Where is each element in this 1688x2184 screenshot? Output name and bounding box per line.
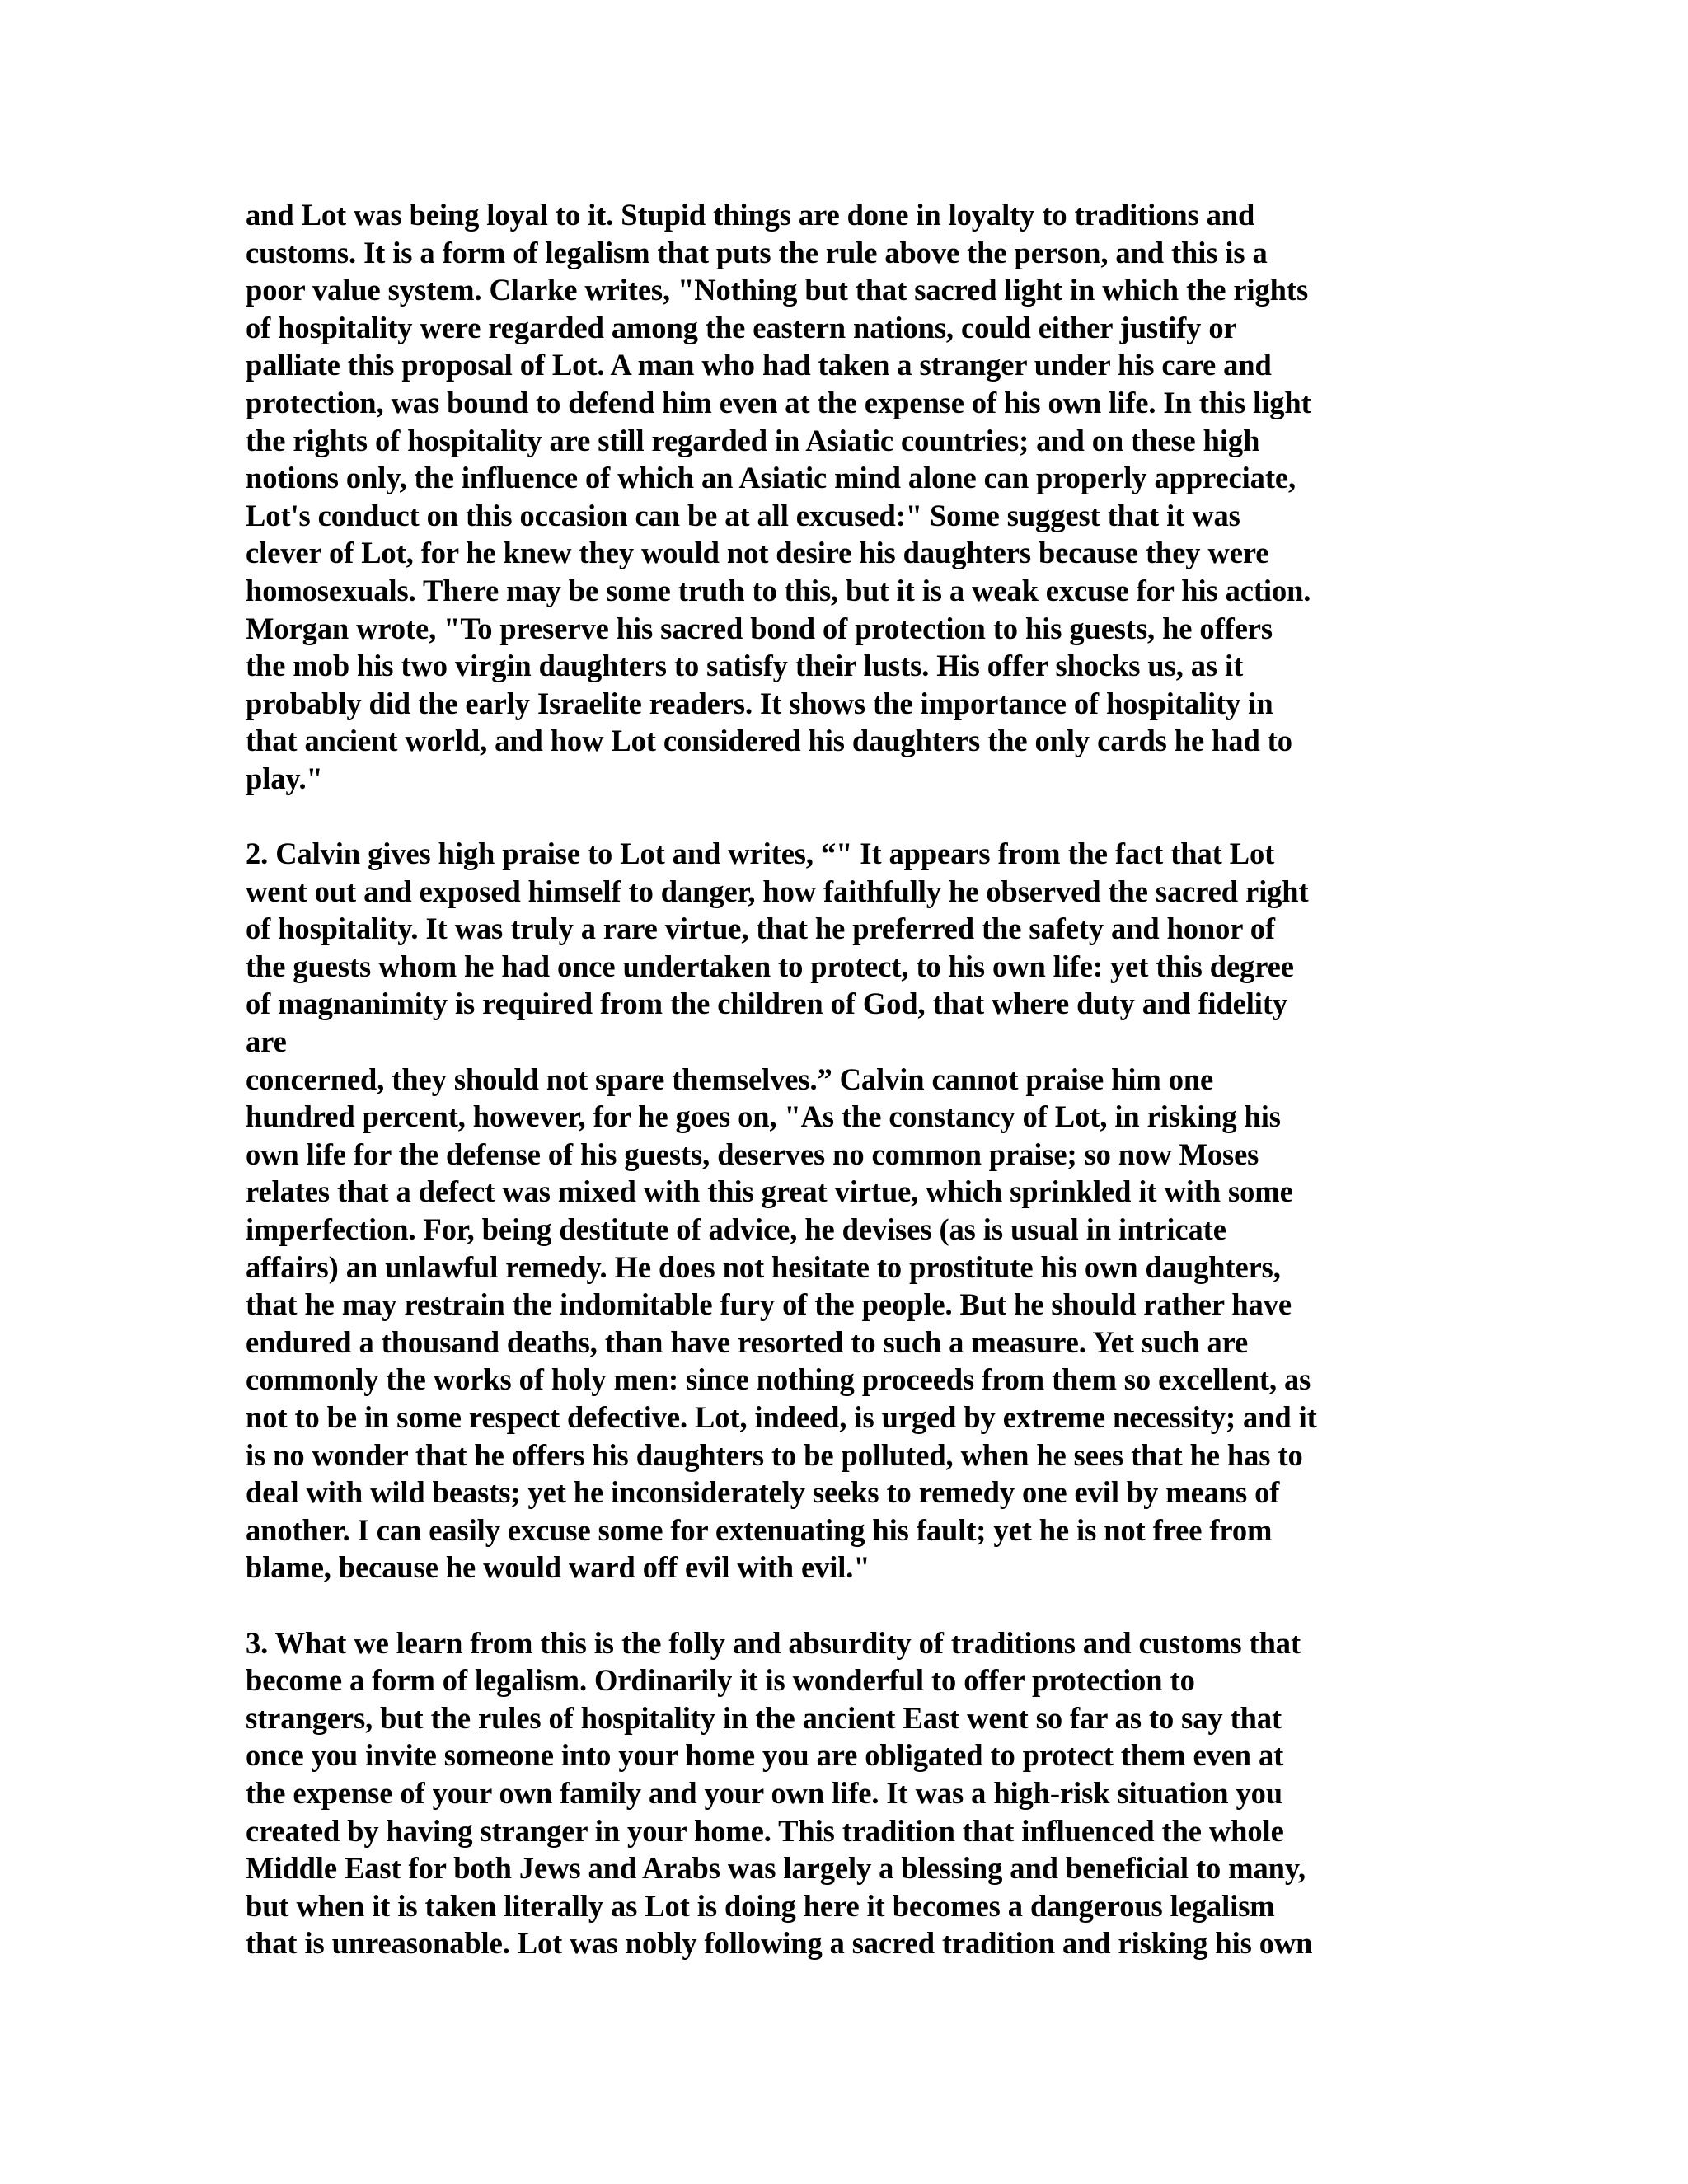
text-line: are bbox=[246, 1024, 287, 1059]
text-line: hundred percent, however, for he goes on, "As the constancy of Lot, in risking his bbox=[246, 1099, 1281, 1134]
text-line: of magnanimity is required from the children of God, that where duty and fidelity bbox=[246, 987, 1288, 1021]
text-line: not to be in some respect defective. Lot, indeed, is urged by extreme necessity; and it bbox=[246, 1400, 1317, 1434]
text-line: Morgan wrote, "To preserve his sacred bond of protection to his guests, he offers bbox=[246, 611, 1273, 645]
text-line: palliate this proposal of Lot. A man who had taken a stranger under his care and bbox=[246, 348, 1272, 382]
text-line: is no wonder that he offers his daughters to be polluted, when he sees that he has to bbox=[246, 1437, 1303, 1472]
text-line: affairs) an unlawful remedy. He does not hesitate to prostitute his own daughters, bbox=[246, 1249, 1281, 1284]
paragraph-gap bbox=[246, 798, 1449, 836]
text-line: that he may restrain the indomitable fury of the people. But he should rather have bbox=[246, 1287, 1292, 1322]
text-line: that is unreasonable. Lot was nobly following a sacred tradition and risking his own bbox=[246, 1926, 1313, 1961]
text-line: the mob his two virgin daughters to satisfy their lusts. His offer shocks us, as it bbox=[246, 649, 1244, 683]
paragraph-2 bbox=[246, 835, 1449, 1586]
text-line: own life for the defense of his guests, deserves no common praise; so now Moses bbox=[246, 1137, 1259, 1171]
text-line: of hospitality were regarded among the eastern nations, could either justify or bbox=[246, 310, 1237, 344]
text-line: went out and exposed himself to danger, how faithfully he observed the sacred right bbox=[246, 874, 1309, 908]
text-line: Lot's conduct on this occasion can be at all excused:" Some suggest that it was bbox=[246, 498, 1240, 532]
text-line: protection, was bound to defend him even at the expense of his own life. In this light bbox=[246, 385, 1311, 419]
text-line: notions only, the influence of which an Asiatic mind alone can properly appreciate, bbox=[246, 461, 1296, 495]
text-line: 3. What we learn from this is the folly and absurdity of traditions and customs that bbox=[246, 1625, 1301, 1660]
text-line: the rights of hospitality are still regarded in Asiatic countries; and on these high bbox=[246, 423, 1260, 457]
text-line: imperfection. For, being destitute of advice, he devises (as is usual in intricate bbox=[246, 1212, 1226, 1247]
text-line: that ancient world, and how Lot considered his daughters the only cards he had to bbox=[246, 724, 1292, 758]
paragraph-1 bbox=[246, 196, 1449, 798]
text-line: become a form of legalism. Ordinarily it is wonderful to offer protection to bbox=[246, 1663, 1195, 1698]
text-line: and Lot was being loyal to it. Stupid things are done in loyalty to traditions and bbox=[246, 198, 1255, 232]
text-line: customs. It is a form of legalism that puts the rule above the person, and this is a bbox=[246, 235, 1268, 269]
text-line: the expense of your own family and your own life. It was a high-risk situation you bbox=[246, 1775, 1282, 1810]
text-line: poor value system. Clarke writes, "Nothing but that sacred light in which the rights bbox=[246, 273, 1309, 307]
text-line: probably did the early Israelite readers. It shows the importance of hospitality in bbox=[246, 686, 1273, 720]
paragraph-3 bbox=[246, 1624, 1449, 1962]
document-body bbox=[246, 196, 1449, 1962]
text-line: clever of Lot, for he knew they would not desire his daughters because they were bbox=[246, 536, 1269, 570]
text-line: concerned, they should not spare themselves.” Calvin cannot praise him one bbox=[246, 1062, 1214, 1096]
text-line: relates that a defect was mixed with this great virtue, which sprinkled it with some bbox=[246, 1174, 1293, 1209]
text-line: of hospitality. It was truly a rare virtue, that he preferred the safety and honor of bbox=[246, 912, 1275, 946]
text-line: once you invite someone into your home you are obligated to protect them even at bbox=[246, 1738, 1284, 1773]
text-line: homosexuals. There may be some truth to this, but it is a weak excuse for his action. bbox=[246, 573, 1311, 607]
text-line: another. I can easily excuse some for extenuating his fault; yet he is not free from bbox=[246, 1512, 1273, 1547]
text-line: commonly the works of holy men: since nothing proceeds from them so excellent, as bbox=[246, 1362, 1311, 1397]
text-line: play." bbox=[246, 761, 323, 795]
text-line: deal with wild beasts; yet he inconsiderately seeks to remedy one evil by means of bbox=[246, 1475, 1280, 1510]
paragraph-gap bbox=[246, 1586, 1449, 1624]
text-line: created by having stranger in your home. This tradition that influenced the whole bbox=[246, 1813, 1284, 1848]
text-line: 2. Calvin gives high praise to Lot and writes, “" It appears from the fact that Lot bbox=[246, 837, 1275, 871]
text-line: endured a thousand deaths, than have resorted to such a measure. Yet such are bbox=[246, 1324, 1249, 1359]
text-line: strangers, but the rules of hospitality in the ancient East went so far as to say that bbox=[246, 1700, 1282, 1735]
text-line: the guests whom he had once undertaken to protect, to his own life: yet this degree bbox=[246, 949, 1294, 983]
text-line: but when it is taken literally as Lot is doing here it becomes a dangerous legalism bbox=[246, 1888, 1275, 1923]
text-line: blame, because he would ward off evil with evil." bbox=[246, 1550, 870, 1585]
text-line: Middle East for both Jews and Arabs was largely a blessing and beneficial to many, bbox=[246, 1851, 1306, 1886]
